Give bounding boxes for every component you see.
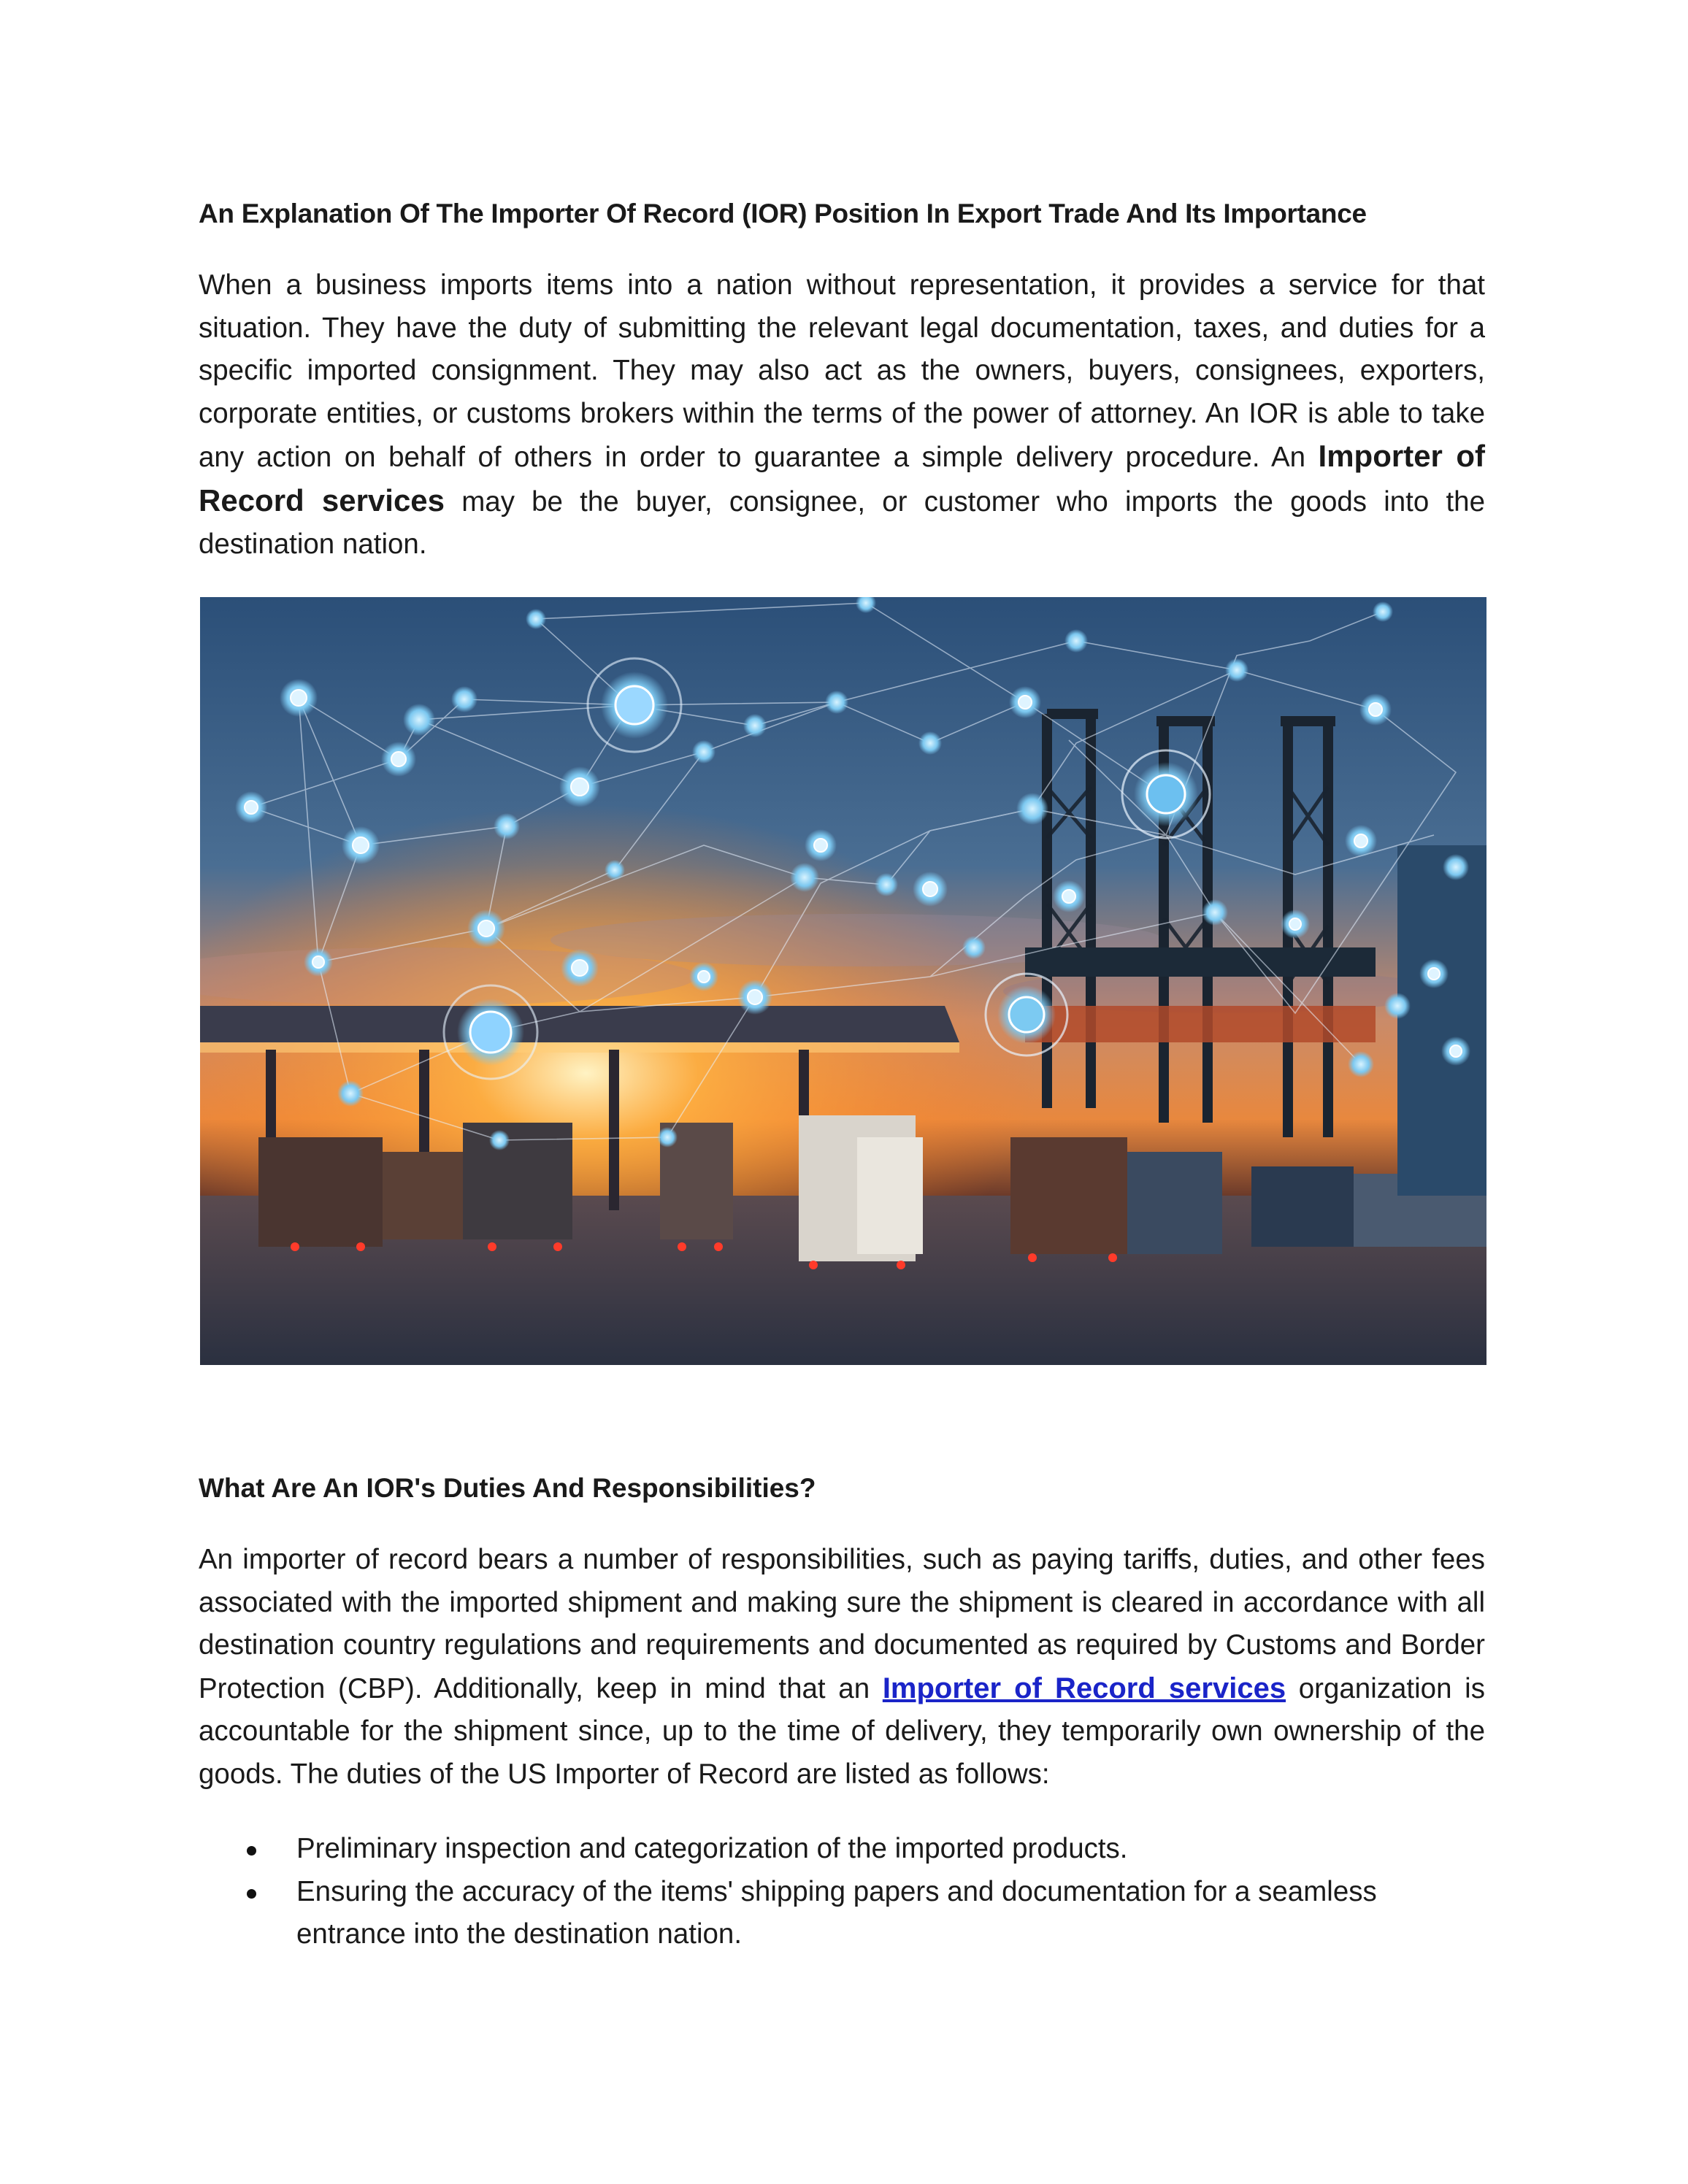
section-text-part1: An importer of record bears a number of responsibilities, such as paying tariffs, duties, and other fees associated with the imported shipment and making sure the shipment is cleared in accordance with all destination country regulations and requirements and documented as required by Customs and Border Protection (CBP). Additionally, keep in mind that an [199,1544,1485,1704]
section-text-part2: organization is accountable for the shipment since, up to the time of delivery, they temporarily own ownership of the goods. The duties of the US Importer of Record are listed as follows: [199,1672,1485,1790]
section-paragraph [199,1539,1485,1796]
importer-of-record-link[interactable]: Importer of Record services [882,1672,1286,1704]
intro-block [199,264,1485,566]
article-title: An Explanation Of The Importer Of Record (IOR) Position In Export Trade And Its Importance [199,199,1367,228]
bullet-icon [247,1846,256,1856]
section-body-block [199,1539,1485,1796]
intro-text-part2: may be the buyer, consignee, or customer who imports the goods into the destination nation. [199,485,1485,560]
list-item-text: Ensuring the accuracy of the items' shipping papers and documentation for a seamless entrance into the destination nation. [296,1875,1377,1950]
title-block [199,199,1485,229]
intro-text-part1: When a business imports items into a nation without representation, it provides a service for that situation. They have the duty of submitting the relevant legal documentation, taxes, and duties for a specific imported consignment. They may also act as the owners, buyers, consignees, exporters, corporate entities, or customs brokers within the terms of the power of attorney. An IOR is able to take any action on behalf of others in order to guarantee a simple delivery procedure. An [199,269,1485,473]
list-item [199,1828,1485,1871]
list-item [199,1871,1485,1956]
duties-list [199,1828,1485,1956]
hero-image [200,597,1486,1365]
section-heading: What Are An IOR's Duties And Responsibilities? [199,1473,816,1503]
intro-paragraph [199,264,1485,566]
duties-list-block [199,1828,1485,1956]
list-item-text: Preliminary inspection and categorization of the imported products. [296,1833,1128,1864]
intro-bold-phrase: Importer of Record services [199,439,1485,518]
bullet-icon [247,1889,256,1899]
section-heading-block [199,1473,1485,1504]
